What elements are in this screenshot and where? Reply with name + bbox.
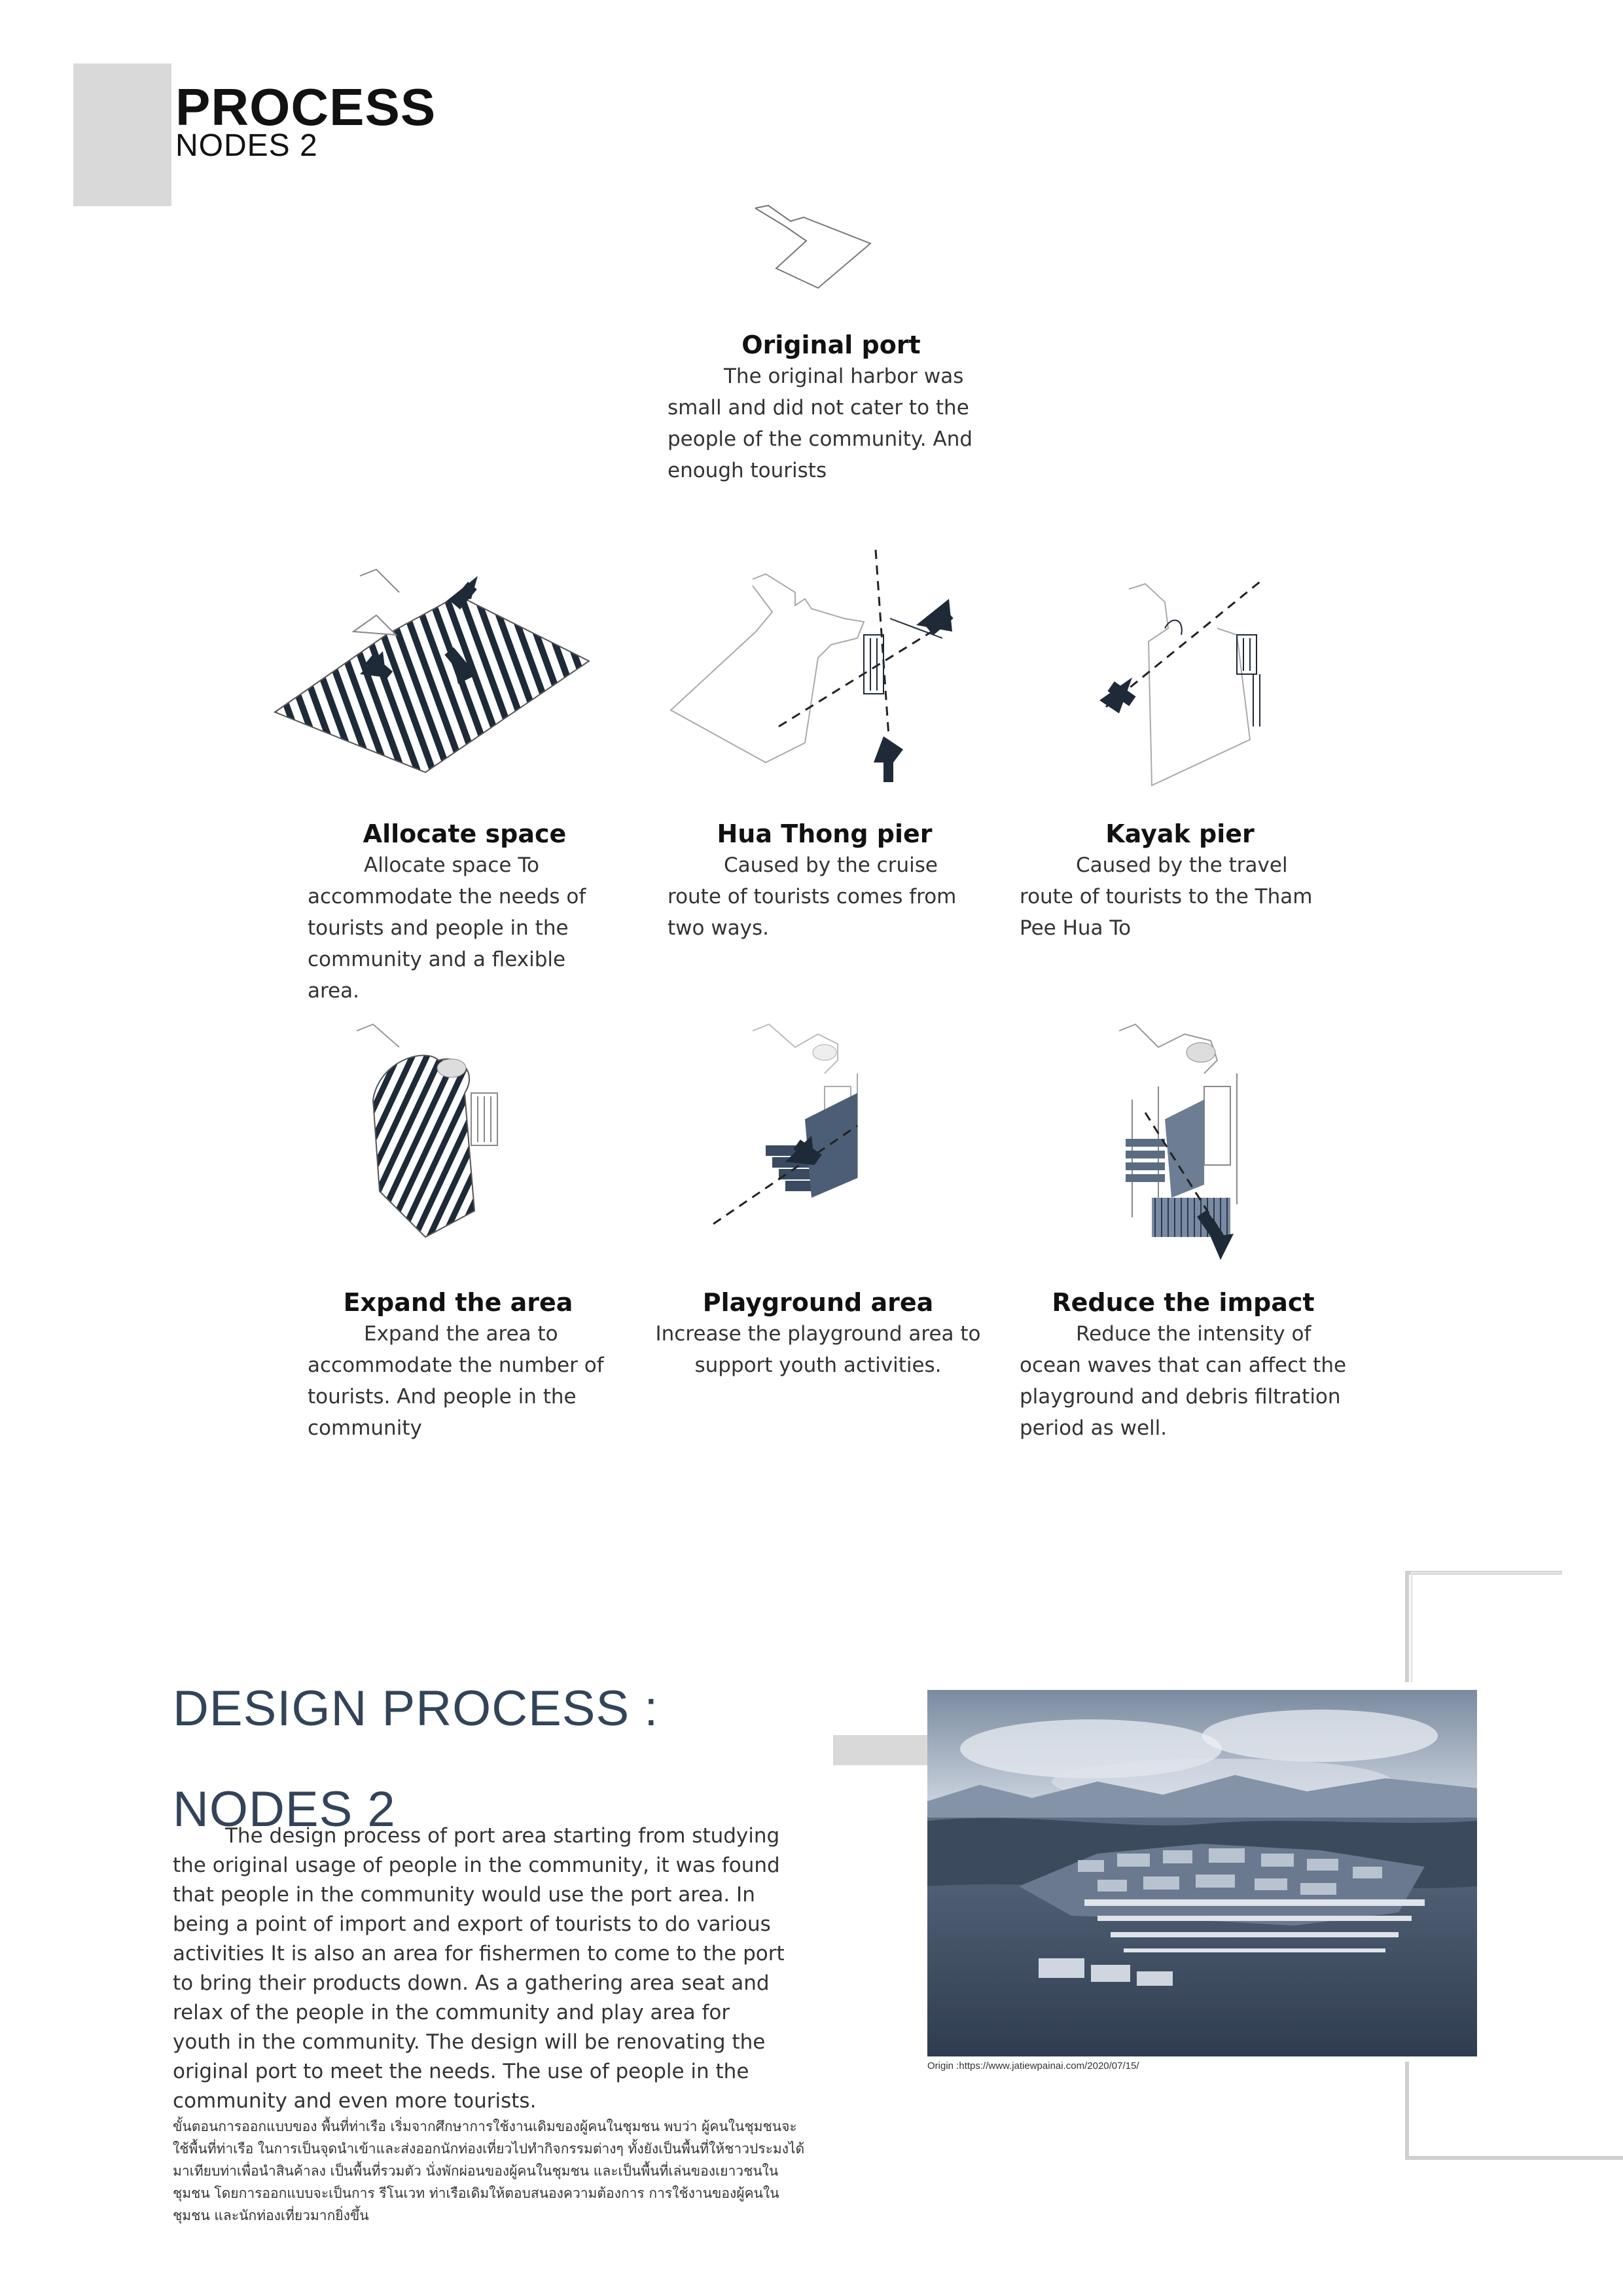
original-port-diagram xyxy=(753,203,877,295)
step-original-port xyxy=(668,329,995,486)
header-gray-block xyxy=(73,63,171,206)
step-title: Reduce the impact xyxy=(1052,1288,1315,1317)
decorative-bracket-top xyxy=(1405,1571,1562,1682)
step-title: Hua Thong pier xyxy=(717,819,933,848)
page-title: PROCESS xyxy=(175,78,437,136)
page-subtitle: NODES 2 xyxy=(175,128,318,163)
step-hua-thong-pier xyxy=(668,818,982,944)
section-title-line2: NODES 2 xyxy=(173,1782,396,1837)
harbor-village-photo xyxy=(927,1690,1477,2056)
kayak-pier-diagram xyxy=(1086,569,1283,792)
step-text: Reduce the intensity of ocean waves that can affect the playground and debris filtration period as well. xyxy=(1020,1322,1347,1440)
decorative-bracket-bottom xyxy=(1405,2062,1623,2160)
section-title xyxy=(173,1682,658,1837)
section-body: The design process of port area starting from studying the original usage of people in the community, it was found that people in the community would use the port area. In being a point of import and export of tourists to do various activities It is also an area for fishermen to come to the port to bring their products down. As a gathering area seat and relax of the people in the community and play area for youth in the community. The design will be renovating the original port to meet the needs. The use of people in the community and even more tourists. xyxy=(173,1824,785,2113)
step-text: The original harbor was small and did not cater to the people of the community. And enough tourists xyxy=(668,365,973,482)
step-text: Increase the playground area to support youth activities. xyxy=(655,1322,981,1377)
step-text: Caused by the travel route of tourists to the Tham Pee Hua To xyxy=(1020,853,1313,940)
playground-area-diagram xyxy=(707,1021,929,1237)
step-text: Allocate space To accommodate the needs of tourists and people in the community and a flexible area. xyxy=(308,853,586,1003)
step-title: Allocate space xyxy=(363,819,567,848)
expand-area-diagram xyxy=(353,1021,543,1237)
step-playground-area xyxy=(648,1287,988,1381)
section-thai-text: ขั้นตอนการออกแบบของ พื้นที่ท่าเรือ เริ่มจากศึกษาการใช้งานเดิมของผู้คนในชุมชน พบว่า ผู้คนในชุมชนจะใช้พื้นที่ท่าเรือ ในการเป็นจุดนำเข้าและส่งออกนักท่องเที่ยวไปทำกิจกรรมต่างๆ ทั้งยังเป็นพื้นที่ให้ชาวประมงได้มาเทียบท่าเพื่อนำสินค้าลง เป็นพื้นที่รวมตัว นั่งพักผ่อนของผู้คนในชุมชน และเป็นพื้นที่เล่นของเยาวชนในชุมชน โดยการออกแบบจะเป็นการ รีโนเวท ท่าเรือเดิมให้ตอบสนองความต้องการ การใช้งานของผู้คนในชุมชน และนักท่องเที่ยวมากยิ่งขึ้น xyxy=(173,2119,805,2223)
step-title: Original port xyxy=(741,331,921,359)
reduce-impact-diagram xyxy=(1113,1021,1296,1263)
step-reduce-impact xyxy=(1020,1287,1347,1444)
hua-thong-pier-diagram xyxy=(668,547,982,782)
allocate-space-diagram xyxy=(262,563,602,798)
step-kayak-pier xyxy=(1020,818,1340,944)
step-allocate-space xyxy=(308,818,622,1007)
step-text: Expand the area to accommodate the number of tourists. And people in the community xyxy=(308,1322,604,1440)
section-title-line1: DESIGN PROCESS : xyxy=(173,1681,659,1736)
step-title: Playground area xyxy=(702,1288,934,1317)
step-text: Caused by the cruise route of tourists comes from two ways. xyxy=(668,853,957,940)
step-expand-area xyxy=(308,1287,609,1444)
photo-caption: Origin :https://www.jatiewpainai.com/2020/07/15/ xyxy=(927,2060,1139,2072)
step-title: Kayak pier xyxy=(1105,819,1255,848)
step-title: Expand the area xyxy=(343,1288,573,1317)
